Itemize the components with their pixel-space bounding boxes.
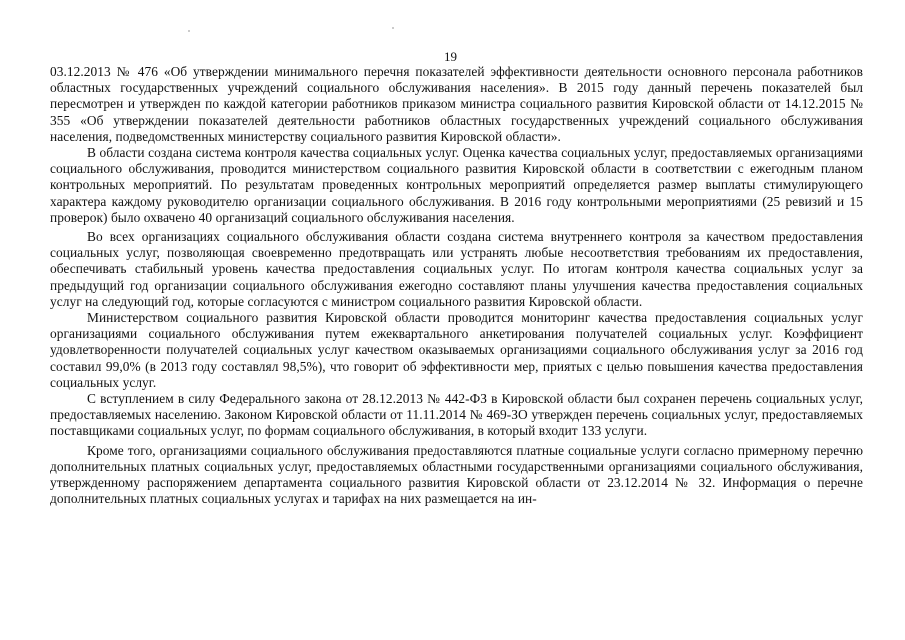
body-text — [50, 64, 863, 507]
paragraph-quality-control: В области создана система контроля качества социальных услуг. Оценка качества социальных услуг, предоставляемых организациями социального обслуживания, проводится министерством социального развития Кировской области в соответствии с ежегодным планом контрольных мероприятий. По результатам проведенных контрольных мероприятий определяется размер выплаты стимулирующего характера каждому руководителю организации социального обслуживания. В 2016 году контрольными мероприятиями (25 ревизий и 15 проверок) было охвачено 40 организаций социального обслуживания населения. — [50, 145, 863, 225]
page-number: 19 — [444, 49, 457, 64]
paragraph-continuation: 03.12.2013 № 476 «Об утверждении минимального перечня показателей эффективности деятельности основного персонала работников областных государственных учреждений социального обслуживания населения». В 2015 году данный перечень показателей был пересмотрен и утвержден по каждой категории работников приказом министра социального развития Кировской области от 14.12.2015 № 355 «Об утверждении показателей деятельности работников областных государственных учреждений социального обслуживания населения, подведомственных министерству социального развития Кировской области». — [50, 64, 863, 144]
scan-speck — [188, 30, 190, 32]
paragraph-federal-law: С вступлением в силу Федерального закона от 28.12.2013 № 442-ФЗ в Кировской области был сохранен перечень социальных услуг, предоставляемых населению. Законом Кировской области от 11.11.2014 № 469-ЗО утвержден перечень социальных услуг, предоставляемых поставщиками социальных услуг, по формам социального обслуживания, в который входит 133 услуги. — [50, 391, 863, 439]
paragraph-monitoring: Министерством социального развития Кировской области проводится мониторинг качества предоставления социальных услуг организациями социального обслуживания путем ежеквартального анкетирования получателей социальных услуг. Коэффициент удовлетворенности получателей социальных услуг качеством оказываемых организациями социального обслуживания услуг за 2016 год составил 99,0% (в 2013 году составлял 98,5%), что говорит об эффективности мер, приятых с целью повышения качества предоставления социальных услуг. — [50, 310, 863, 390]
paragraph-paid-services: Кроме того, организациями социального обслуживания предоставляются платные социальные услуги согласно примерному перечню дополнительных платных социальных услуг, предоставляемых областными государственными организациями социального обслуживания, утвержденному распоряжением департамента социального развития Кировской области от 23.12.2014 № 32. Информация о перечне дополнительных платных социальных услугах и тарифах на них размещается на ин- — [50, 442, 863, 507]
paragraph-internal-control: Во всех организациях социального обслуживания области создана система внутреннего контроля за качеством предоставления социальных услуг, позволяющая своевременно предотвращать или устранять любые несоответствия требованиям их предоставления, обеспечивать стабильный уровень качества предоставления социальных услуг. По итогам контроля качества социальных услуг за предыдущий год организации социального обслуживания ежегодно составляют планы улучшения качества предоставления социальных услуг на следующий год, которые согласуются с министром социального развития Кировской области. — [50, 229, 863, 309]
scan-speck — [392, 27, 394, 29]
